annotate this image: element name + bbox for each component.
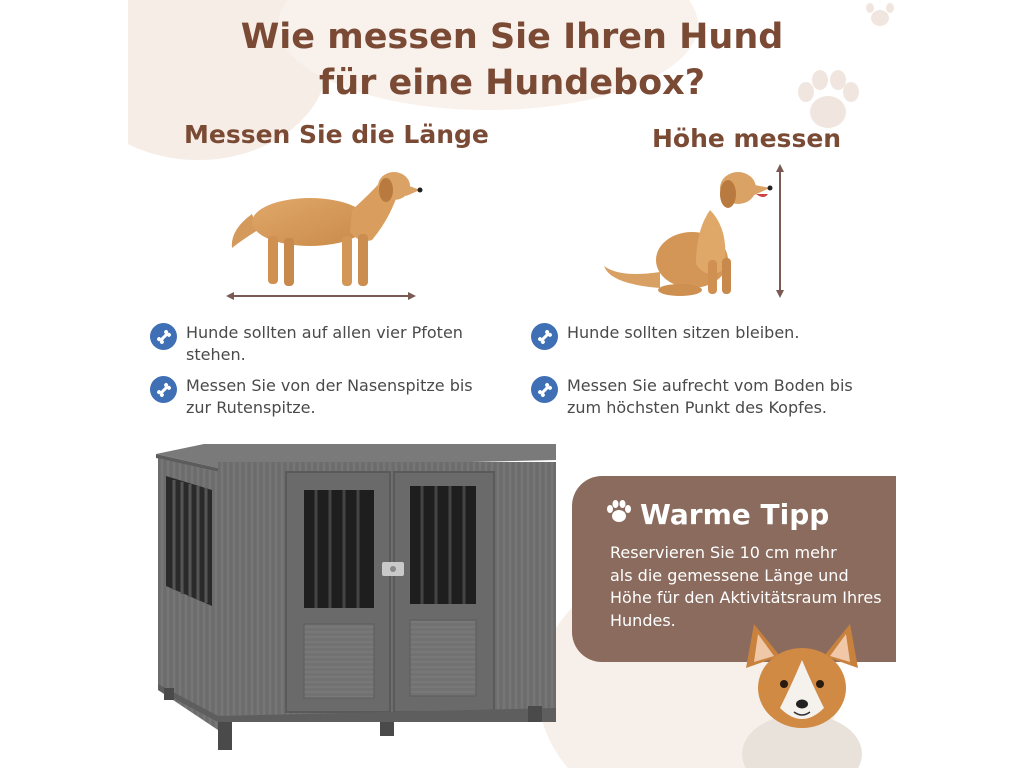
height-bullet-1 [531,322,871,350]
height-heading: Höhe messen [652,124,842,153]
bullet-text: Hunde sollten sitzen bleiben. [567,323,800,342]
height-arrow [774,164,786,298]
sitting-dog-illustration [600,160,780,300]
tip-title: Warme Tipp [606,498,829,531]
paw-icon [606,498,632,531]
length-heading: Messen Sie die Länge [184,120,489,149]
length-bullet-2 [150,375,490,419]
height-bullet-2 [531,375,881,419]
title-line-2: für eine Hundebox? [318,63,706,103]
bullet-text: Messen Sie von der Nasenspitze bis zur Rutenspitze. [186,376,473,417]
bone-icon [531,323,558,350]
bullet-text: Hunde sollten auf allen vier Pfoten stehen. [186,323,463,364]
bone-icon [531,376,558,403]
title-line-1: Wie messen Sie Ihren Hund [240,17,784,57]
infographic [128,0,896,768]
corgi-illustration [732,604,872,768]
bone-icon [150,323,177,350]
dog-crate-illustration [154,440,560,752]
tip-text: Reservieren Sie 10 cm mehr als die gemessene Länge und Höhe für den Aktivitätsraum Ihres Hundes. [610,543,882,630]
length-bullet-1 [150,322,480,366]
length-arrow [226,290,416,302]
page-title [128,14,896,106]
bone-icon [150,376,177,403]
bullet-text: Messen Sie aufrecht vom Boden bis zum höchsten Punkt des Kopfes. [567,376,853,417]
standing-dog-illustration [224,160,424,292]
